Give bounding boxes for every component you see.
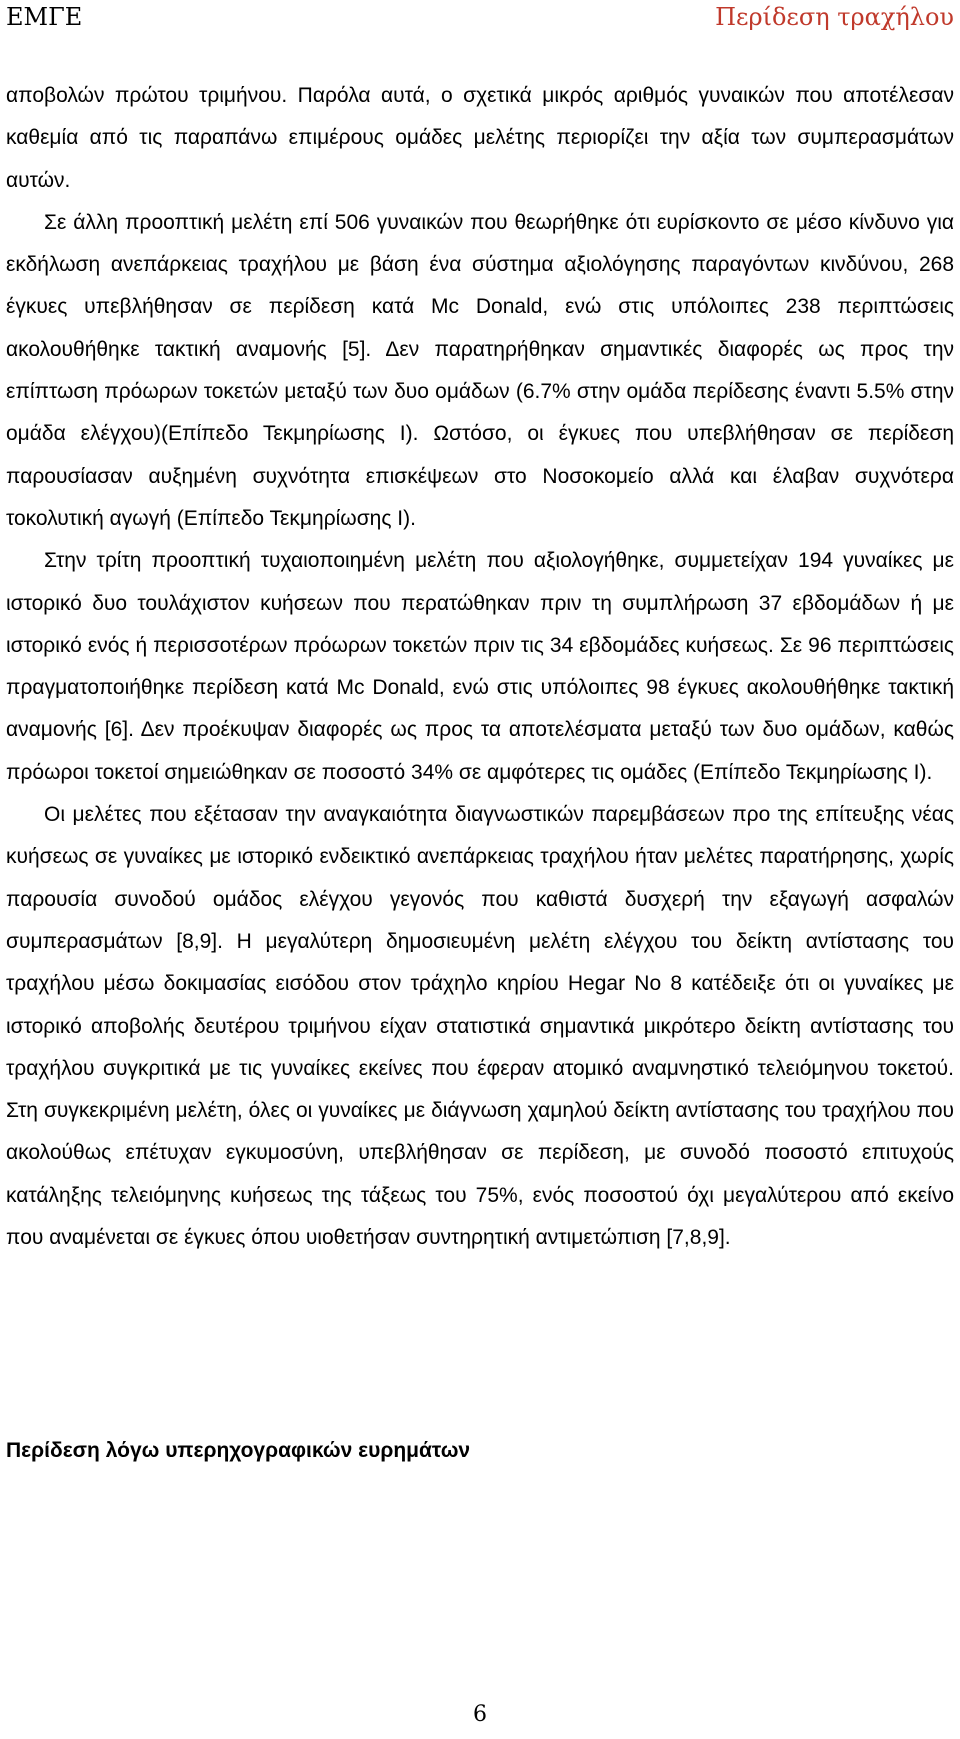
section-heading: Περίδεση λόγω υπερηχογραφικών ευρημάτων [6,1439,471,1462]
document-body [6,75,954,1259]
paragraph-continuation: αποβολών πρώτου τριμήνου. Παρόλα αυτά, ο σχετικά μικρός αριθμός γυναικών που αποτέλεσαν καθεμία από τις παραπάνω επιμέρους ομάδες μελέτης περιορίζει την αξία των συμπερασμάτων αυτών. [6,84,954,192]
paragraph: Σε άλλη προοπτική μελέτη επί 506 γυναικών που θεωρήθηκε ότι ευρίσκοντο σε μέσο κίνδυνο για εκδήλωση ανεπάρκειας τραχήλου με βάση ένα σύστημα αξιολόγησης παραγόντων κινδύνου, 268 έγκυες υπεβλήθησαν σε περίδεση κατά Mc Donald, ενώ στις υπόλοιπες 238 περιπτώσεις ακολουθήθηκε τακτική αναμονής [5]. Δεν παρατηρήθηκαν σημαντικές διαφορές ως προς την επίπτωση πρόωρων τοκετών μεταξύ των δυο ομάδων (6.7% στην ομάδα περίδεσης έναντι 5.5% στην ομάδα ελέγχου)(Επίπεδο Τεκμηρίωσης I). Ωστόσο, οι έγκυες που υπεβλήθησαν σε περίδεση παρουσίασαν αυξημένη συχνότητα επισκέψεων στο Νοσοκομείο αλλά και έλαβαν συχνότερα τοκολυτική αγωγή (Επίπεδο Τεκμηρίωσης I). [6,210,954,530]
running-header [0,0,960,36]
header-left-title: ΕΜΓΕ [6,3,83,31]
page-number: 6 [473,1702,487,1727]
paragraph: Οι μελέτες που εξέτασαν την αναγκαιότητα διαγνωστικών παρεμβάσεων προ της επίτευξης νέας κυήσεως σε γυναίκες με ιστορικό ενδεικτικό ανεπάρκειας τραχήλου ήταν μελέτες παρατήρησης, χωρίς παρουσία συνοδού ομάδος ελέγχου γεγονός που καθιστά δυσχερή την εξαγωγή ασφαλών συμπερασμάτων [8,9]. Η μεγαλύτερη δημοσιευμένη μελέτη ελέγχου του δείκτη αντίστασης του τραχήλου μέσω δοκιμασίας εισόδου στον τράχηλο κηρίου Hegar No 8 κατέδειξε ότι οι γυναίκες με ιστορικό αποβολής δευτέρου τριμήνου είχαν στατιστικά σημαντικά μικρότερο δείκτη αντίστασης του τραχήλου συγκριτικά με τις γυναίκες εκείνες που έφεραν ατομικό αναμνηστικό τελειόμηνου τοκετού. Στη συγκεκριμένη μελέτη, όλες οι γυναίκες με διάγνωση χαμηλού δείκτη αντίστασης του τραχήλου που ακολούθως επέτυχαν εγκυμοσύνη, υπεβλήθησαν σε περίδεση, με συνοδό ποσοστό επιτυχούς κατάληξης τελειόμηνης κυήσεως της τάξεως του 75%, ενός ποσοστού όχι μεγαλύτερου από εκείνο που αναμένεται σε έγκυες όπου υιοθετήσαν συντηρητική αντιμετώπιση [7,8,9]. [6,803,954,1250]
paragraph: Στην τρίτη προοπτική τυχαιοποιημένη μελέτη που αξιολογήθηκε, συμμετείχαν 194 γυναίκες με ιστορικό δυο τουλάχιστον κυήσεων που περατώθηκαν πριν τη συμπλήρωση 37 εβδομάδων ή με ιστορικό ενός ή περισσοτέρων πρόωρων τοκετών πριν τις 34 εβδομάδες κυήσεως. Σε 96 περιπτώσεις πραγματοποιήθηκε περίδεση κατά Mc Donald, ενώ στις υπόλοιπες 98 έγκυες ακολουθήθηκε τακτική αναμονής [6]. Δεν προέκυψαν διαφορές ως προς τα αποτελέσματα μεταξύ των δυο ομάδων, καθώς πρόωροι τοκετοί σημειώθηκαν σε ποσοστό 34% σε αμφότερες τις ομάδες (Επίπεδο Τεκμηρίωσης I). [6,549,954,784]
header-right-title: Περίδεση τραχήλου [715,3,954,31]
